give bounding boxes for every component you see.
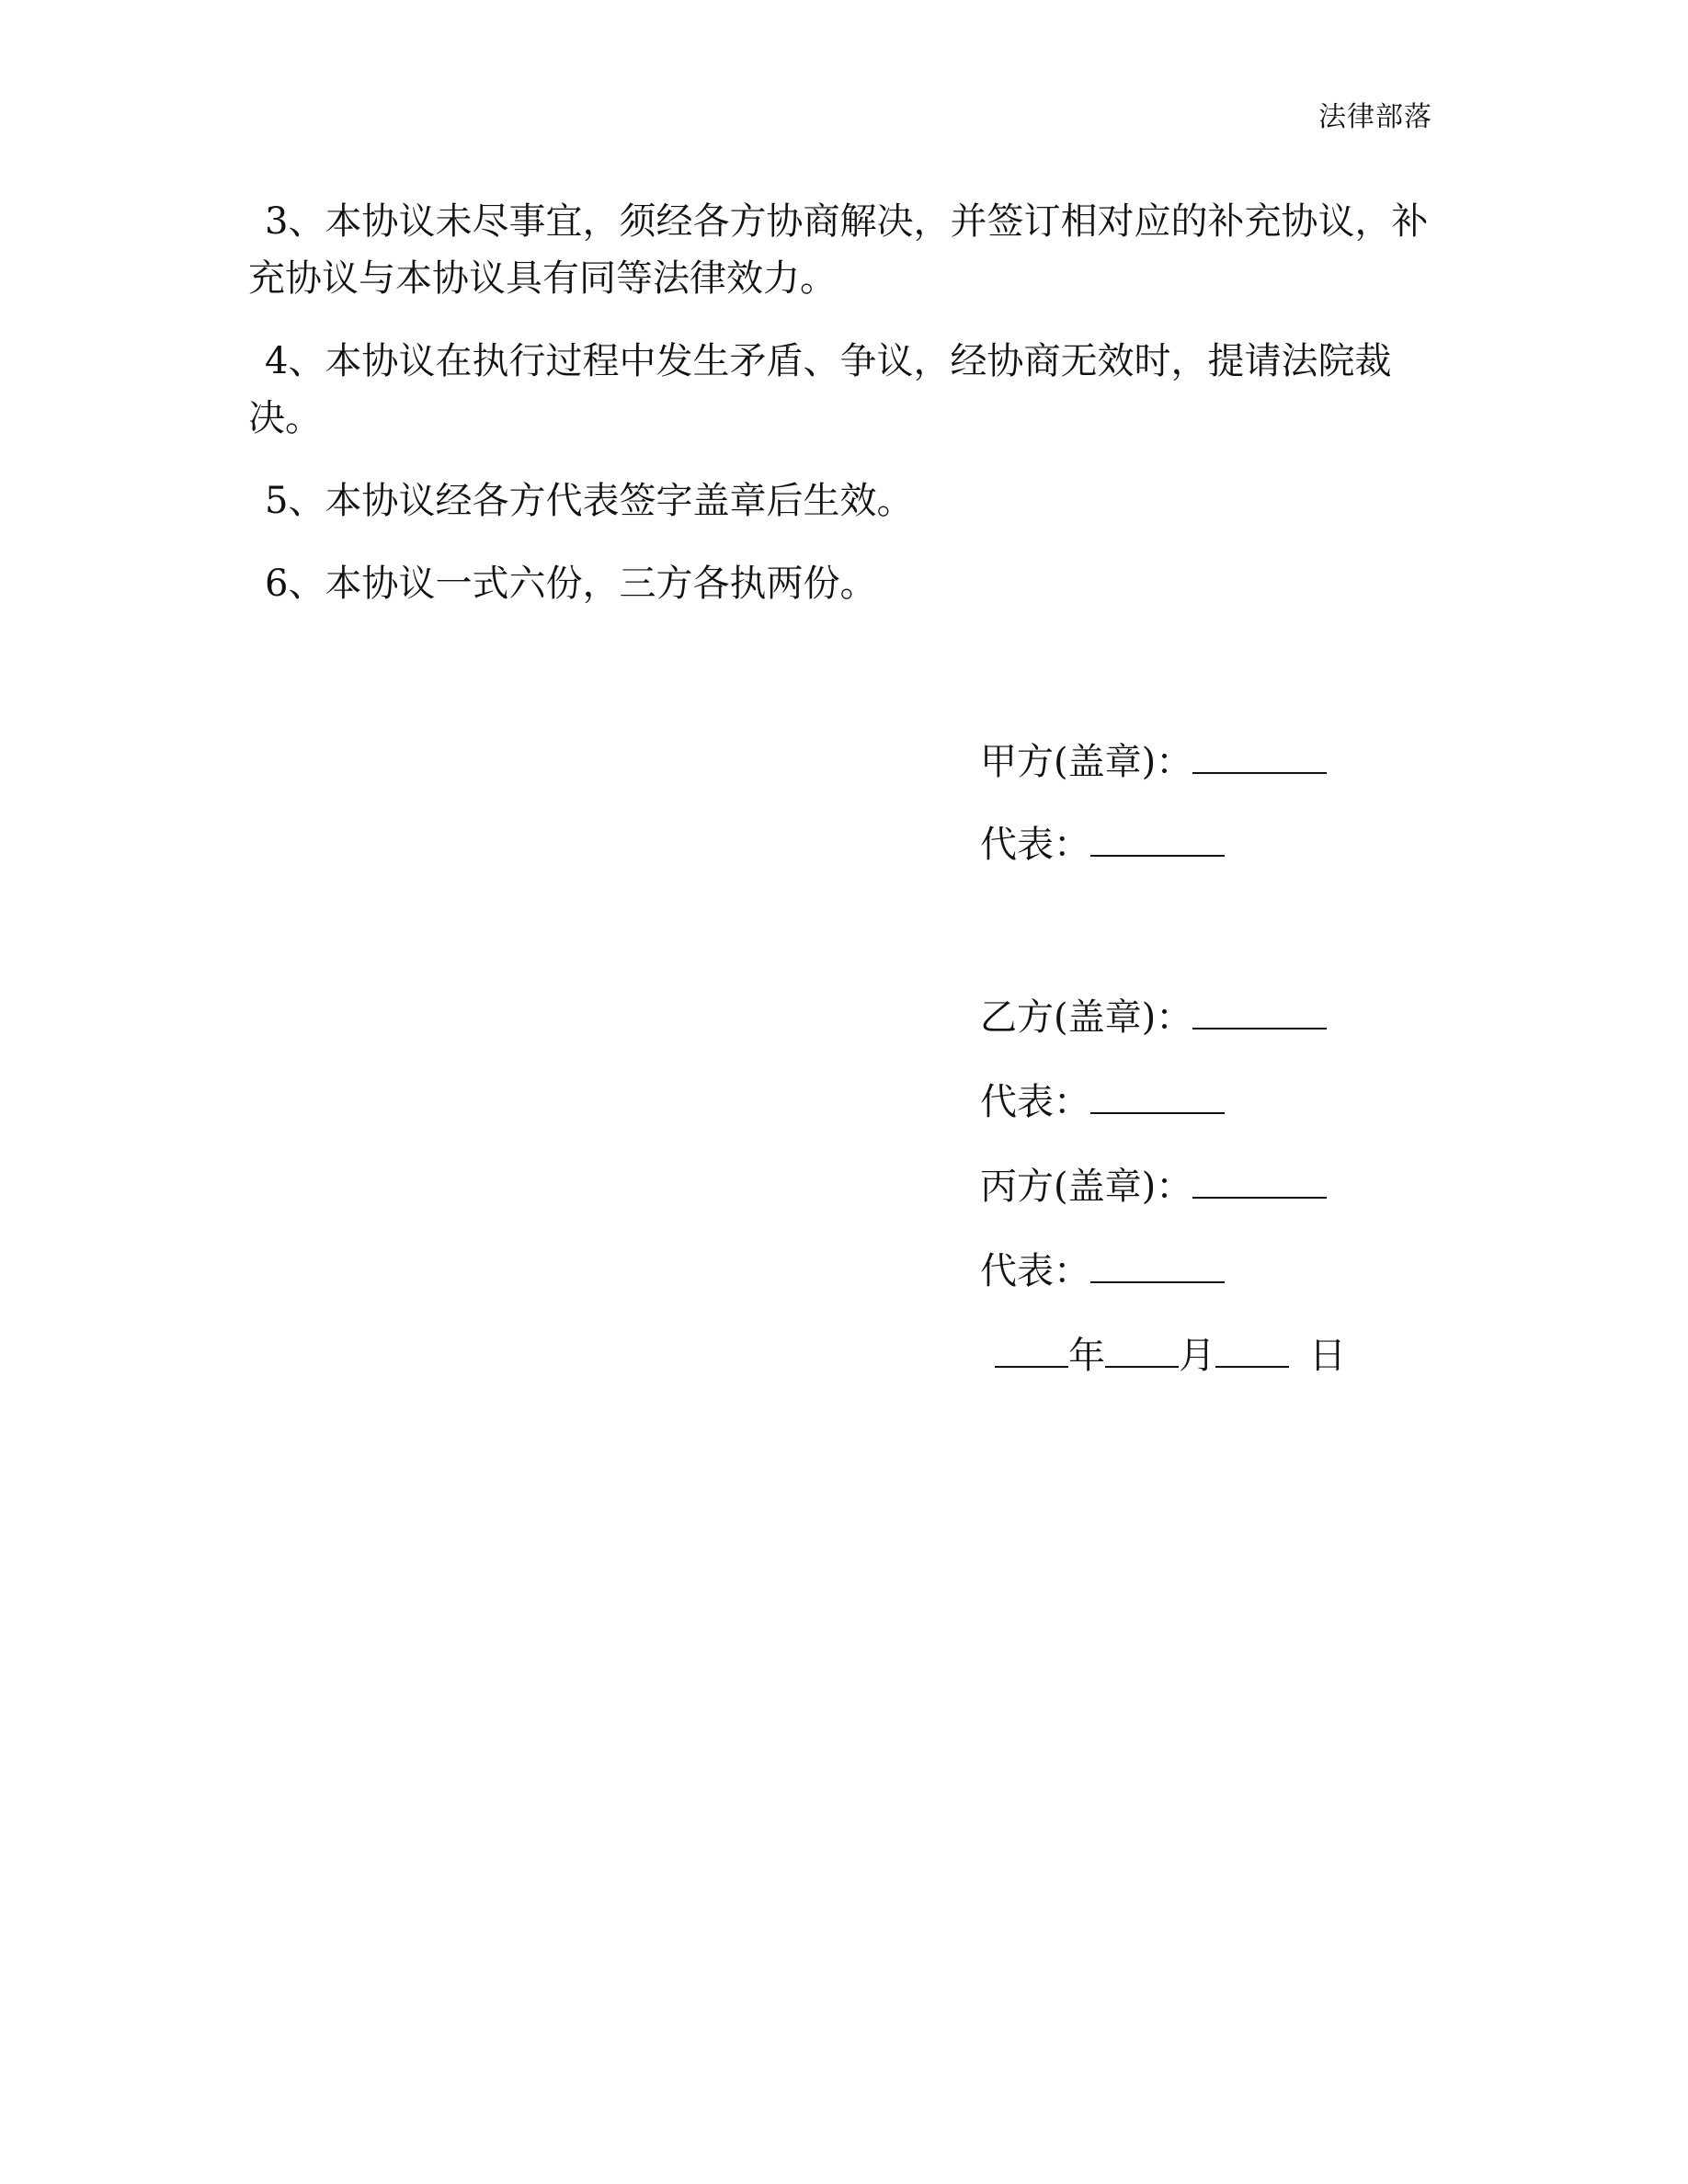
agreement-clauses — [248, 193, 1443, 638]
party-c-seal-line — [980, 1156, 1327, 1215]
day-blank — [1215, 1325, 1289, 1368]
party-b-rep-blank — [1090, 1072, 1225, 1114]
day-label: 日 — [1309, 1335, 1346, 1377]
party-a-label: 甲方(盖章)： — [980, 741, 1193, 783]
header-brand: 法律部落 — [1318, 101, 1432, 133]
party-c-label: 丙方(盖章)： — [980, 1166, 1193, 1208]
party-a-rep-line — [980, 814, 1225, 873]
party-a-seal-line — [980, 732, 1327, 791]
party-a-blank — [1192, 732, 1327, 774]
party-b-rep-label: 代表： — [980, 1081, 1090, 1123]
month-label: 月 — [1179, 1335, 1215, 1377]
party-c-rep-line — [980, 1241, 1225, 1300]
date-line — [995, 1325, 1346, 1384]
clause-3: 3、本协议未尽事宜，须经各方协商解决，并签订相对应的补充协议，补充协议与本协议具有同等法律效力。 — [248, 200, 1429, 300]
clause-6: 6、本协议一式六份，三方各执两份。 — [265, 563, 877, 605]
year-label: 年 — [1068, 1335, 1105, 1377]
year-blank — [995, 1325, 1068, 1368]
clause-4: 4、本协议在执行过程中发生矛盾、争议，经协商无效时，提请法院裁决。 — [248, 340, 1392, 439]
party-a-rep-label: 代表： — [980, 824, 1090, 866]
party-c-blank — [1192, 1156, 1327, 1199]
party-b-rep-line — [980, 1072, 1225, 1131]
party-c-rep-label: 代表： — [980, 1250, 1090, 1292]
clause-5: 5、本协议经各方代表签字盖章后生效。 — [265, 480, 914, 522]
party-b-blank — [1192, 987, 1327, 1029]
month-blank — [1105, 1325, 1179, 1368]
party-b-label: 乙方(盖章)： — [980, 996, 1193, 1039]
party-a-rep-blank — [1090, 814, 1225, 857]
party-b-seal-line — [980, 987, 1327, 1046]
party-c-rep-blank — [1090, 1241, 1225, 1283]
